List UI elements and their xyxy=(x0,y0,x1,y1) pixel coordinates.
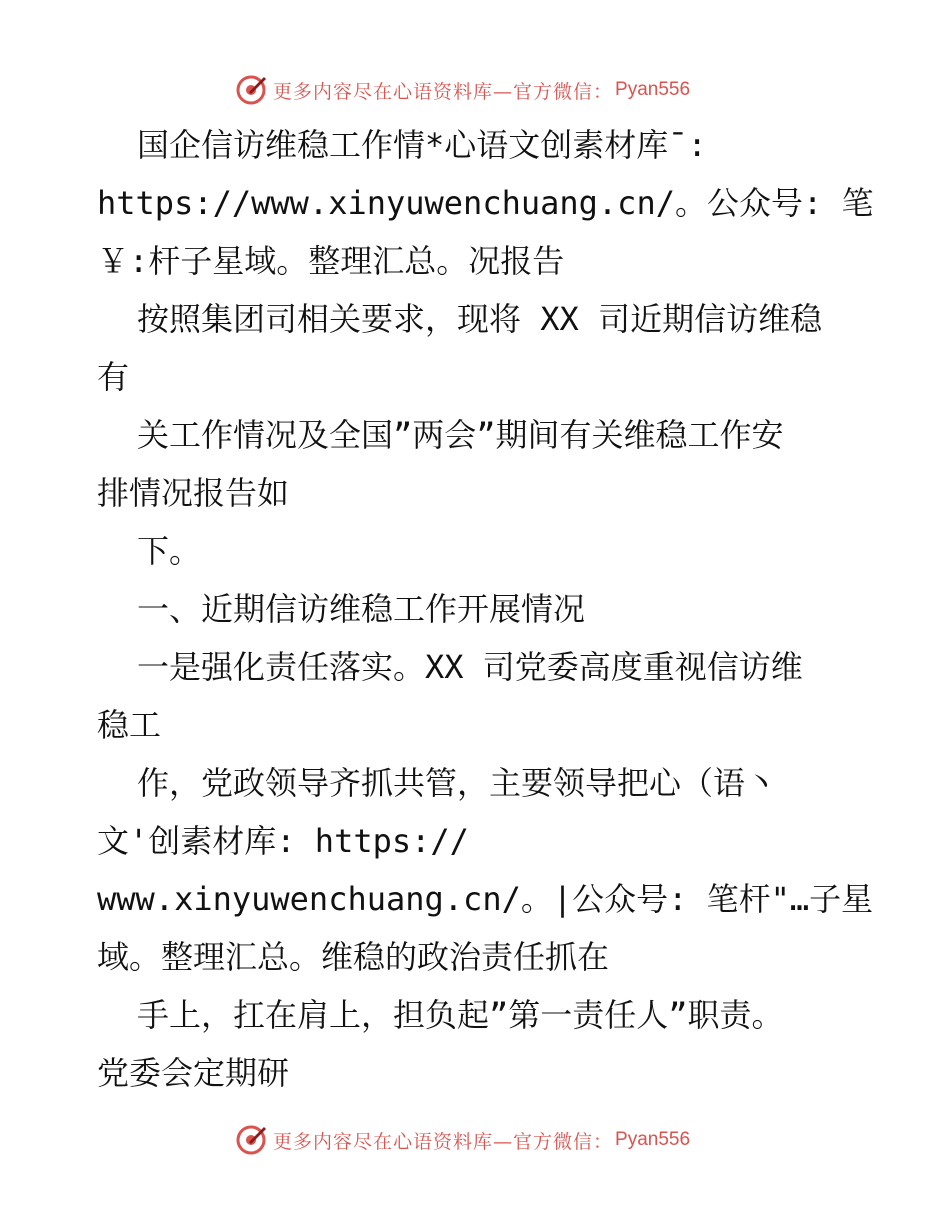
text-line: 关工作情况及全国”两会”期间有关维稳工作安 xyxy=(137,416,784,454)
wechat-id: Pyan556 xyxy=(615,1129,691,1150)
brush-logo-icon xyxy=(235,73,269,107)
text-line: ￥:杆子星域。整理汇总。况报告 xyxy=(97,242,565,280)
text-line: https://www.xinyuwenchuang.cn/。公众号: 笔 xyxy=(97,184,874,222)
text-line: 文'创素材库: https:// xyxy=(97,822,469,860)
text-line: 域。整理汇总。维稳的政治责任抓在 xyxy=(97,938,610,976)
text-line: 按照集团司相关要求，现将 XX 司近期信访维稳 xyxy=(137,300,823,338)
text-line: 党委会定期研 xyxy=(97,1054,290,1092)
footer-banner xyxy=(235,1122,715,1158)
wechat-id: Pyan556 xyxy=(615,79,691,100)
header-banner xyxy=(235,72,715,108)
text-line: 排情况报告如 xyxy=(97,474,290,512)
text-line: 国企信访维稳工作情*心语文创素材库¯: xyxy=(137,126,707,164)
banner-text: 更多内容尽在心语资料库—官方微信： xyxy=(273,1130,614,1153)
section-heading: 一、近期信访维稳工作开展情况 xyxy=(137,590,586,628)
text-line: 作，党政领导齐抓共管，主要领导把心（语丶 xyxy=(137,764,778,802)
text-line: 手上，扛在肩上，担负起”第一责任人”职责。 xyxy=(137,996,784,1034)
document-body xyxy=(97,116,877,1102)
text-line: 一是强化责任落实。XX 司党委高度重视信访维 xyxy=(137,648,803,686)
text-line: www.xinyuwenchuang.cn/。|公众号: 笔杆"…子星 xyxy=(97,880,874,918)
text-line: 有 xyxy=(97,358,130,396)
text-line: 稳工 xyxy=(97,706,162,744)
banner-text: 更多内容尽在心语资料库—官方微信： xyxy=(273,80,614,103)
text-line: 下。 xyxy=(137,532,202,570)
brush-logo-icon xyxy=(235,1123,269,1157)
